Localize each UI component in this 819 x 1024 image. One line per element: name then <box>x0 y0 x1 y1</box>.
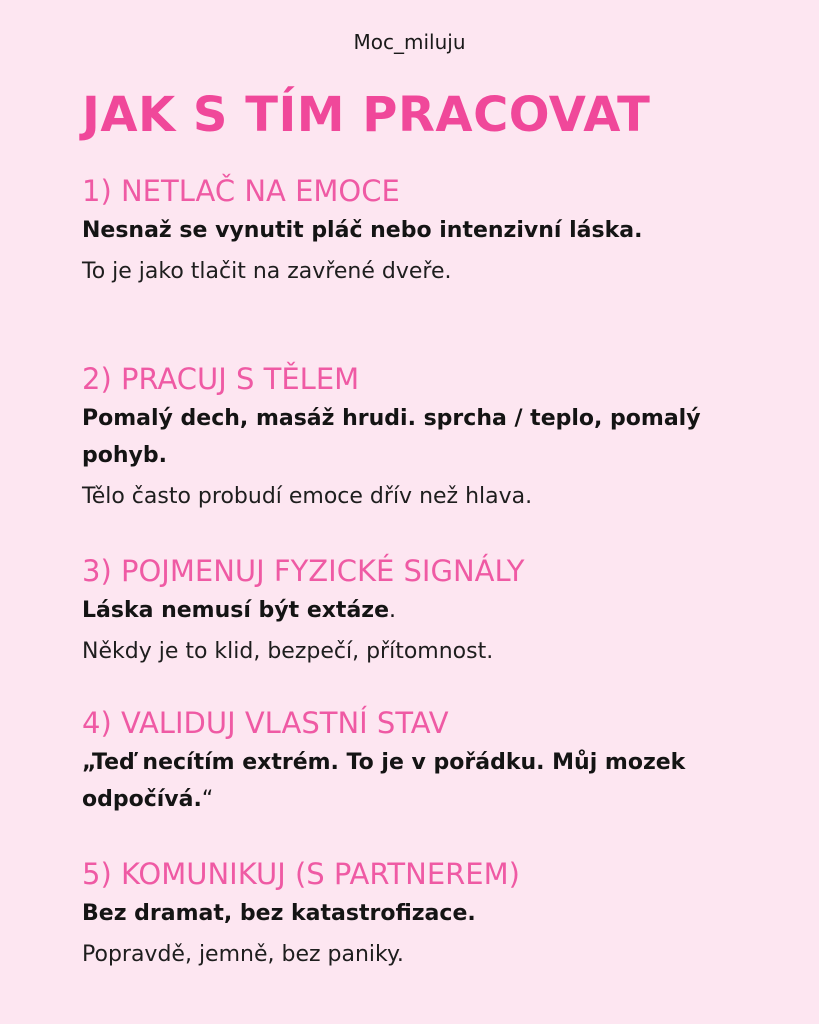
section-bold-main: Pomalý dech, masáž hrudi. sprcha / teplo, pomalý pohyb. <box>82 406 701 468</box>
account-handle: Moc_miluju <box>353 30 466 54</box>
section-1 <box>82 172 762 290</box>
section-bold-text <box>82 744 762 818</box>
section-bold-suffix: . <box>389 598 397 623</box>
section-heading: 3) POJMENUJ FYZICKÉ SIGNÁLY <box>82 554 525 588</box>
section-3 <box>82 552 762 670</box>
section-normal-text: Tělo často probudí emoce dřív než hlava. <box>82 484 533 509</box>
section-heading: 5) KOMUNIKUJ (S PARTNEREM) <box>82 857 520 891</box>
section-4 <box>82 704 762 818</box>
section-normal-text: To je jako tlačit na zavřené dveře. <box>82 259 452 284</box>
section-bold-main: Láska nemusí být extáze <box>82 598 390 623</box>
section-bold-main: Nesnaž se vynutit pláč nebo intenzivní láska. <box>82 218 643 243</box>
section-heading: 1) NETLAČ NA EMOCE <box>82 174 400 208</box>
section-5 <box>82 855 762 973</box>
section-normal-text: Popravdě, jemně, bez paniky. <box>82 942 404 967</box>
section-bold-text <box>82 592 762 629</box>
section-bold-text <box>82 895 762 932</box>
section-bold-main: Bez dramat, bez katastrofizace. <box>82 901 476 926</box>
section-normal-text: Někdy je to klid, bezpečí, přítomnost. <box>82 639 494 664</box>
section-bold-main: „Teď necítím extrém. To je v pořádku. Můj mozek odpočívá. <box>82 750 686 812</box>
section-bold-suffix: “ <box>201 787 214 812</box>
page-title: JAK S TÍM PRACOVAT <box>82 87 651 143</box>
section-heading: 2) PRACUJ S TĚLEM <box>82 362 360 396</box>
section-2 <box>82 360 762 515</box>
section-bold-text <box>82 212 762 249</box>
section-heading: 4) VALIDUJ VLASTNÍ STAV <box>82 706 449 740</box>
section-bold-text <box>82 400 762 474</box>
